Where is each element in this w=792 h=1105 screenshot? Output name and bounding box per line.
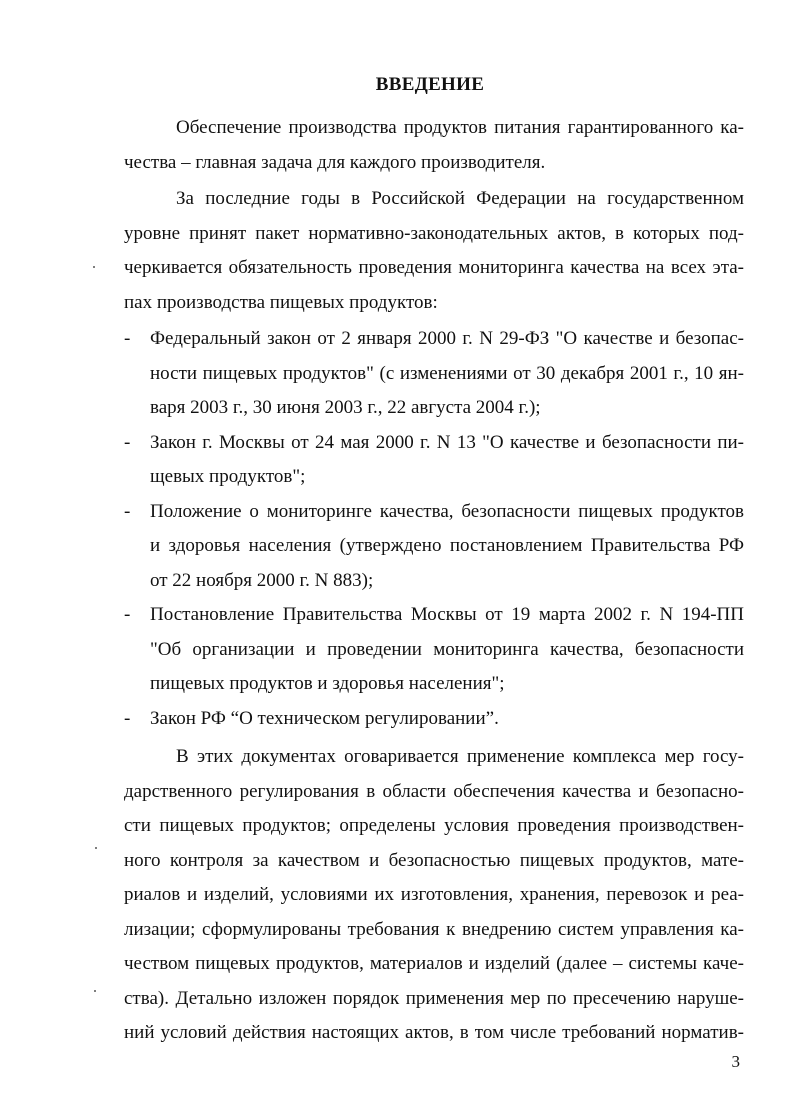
paragraph-line: ний условий действия настоящих актов, в том числе требований норматив-	[124, 1022, 744, 1043]
paragraph-line: За последние годы в Российской Федерации на государственном	[176, 188, 744, 209]
list-line: варя 2003 г., 30 июня 2003 г., 22 августа 2004 г.);	[150, 397, 541, 418]
paragraph-line: пах производства пищевых продуктов:	[124, 291, 438, 313]
paragraph-line: риалов и изделий, условиями их изготовления, хранения, перевозок и реа-	[124, 884, 744, 905]
list-line: Постановление Правительства Москвы от 19 марта 2002 г. N 194-ПП	[150, 604, 744, 625]
paragraph-line: уровне принят пакет нормативно-законодательных актов, в которых под-	[124, 222, 744, 244]
paragraph-legislation	[124, 182, 744, 320]
list-line: и здоровья населения (утверждено постановлением Правительства РФ	[150, 535, 744, 556]
paragraph-line: чества – главная задача для каждого производителя.	[124, 151, 546, 173]
scan-speck	[95, 847, 97, 849]
list-dash: -	[124, 604, 131, 625]
document-body	[124, 111, 744, 1053]
paragraph-line: В этих документах оговаривается применение комплекса мер госу-	[176, 746, 744, 767]
paragraph-line: чеством пищевых продуктов, материалов и изделий (далее – системы каче-	[124, 953, 744, 974]
page-number: 3	[731, 1052, 740, 1071]
list-item	[124, 426, 744, 495]
list-item	[124, 495, 744, 599]
legislation-list	[124, 322, 744, 736]
paragraph-line: дарственного регулирования в области обеспечения качества и безопасно-	[124, 780, 744, 802]
list-item	[124, 702, 744, 737]
paragraph-intro	[124, 111, 744, 180]
list-dash: -	[124, 500, 131, 522]
scan-speck	[93, 266, 95, 268]
list-line: Закон РФ “О техническом регулировании”.	[150, 707, 499, 729]
list-line: щевых продуктов";	[150, 466, 306, 487]
paragraph-line: сти пищевых продуктов; определены условия проведения производствен-	[124, 815, 744, 836]
paragraph-measures	[124, 740, 744, 1051]
list-line: ности пищевых продуктов" (с изменениями от 30 декабря 2001 г., 10 ян-	[150, 362, 744, 384]
list-line: Положение о мониторинге качества, безопасности пищевых продуктов	[150, 500, 744, 522]
list-line: Федеральный закон от 2 января 2000 г. N 29-ФЗ "О качестве и безопас-	[150, 328, 744, 349]
paragraph-line: лизации; сформулированы требования к внедрению систем управления ка-	[124, 918, 744, 940]
paragraph-line: Обеспечение производства продуктов питания гарантированного ка-	[176, 117, 744, 138]
list-item	[124, 322, 744, 426]
list-dash: -	[124, 707, 131, 729]
paragraph-line: черкивается обязательность проведения мониторинга качества на всех эта-	[124, 257, 744, 278]
list-line: пищевых продуктов и здоровья населения";	[150, 673, 505, 694]
list-line: Закон г. Москвы от 24 мая 2000 г. N 13 "О качестве и безопасности пи-	[150, 431, 744, 453]
paragraph-line: ства). Детально изложен порядок применения мер по пресечению наруше-	[124, 987, 744, 1009]
list-item	[124, 598, 744, 702]
list-dash: -	[124, 328, 131, 349]
page-title: ВВЕДЕНИЕ	[375, 74, 485, 95]
scan-speck	[94, 990, 96, 992]
paragraph-line: ного контроля за качеством и безопасностью пищевых продуктов, мате-	[124, 849, 744, 871]
list-line: "Об организации и проведении мониторинга качества, безопасности	[150, 638, 744, 660]
list-dash: -	[124, 431, 131, 453]
list-line: от 22 ноября 2000 г. N 883);	[150, 569, 374, 591]
